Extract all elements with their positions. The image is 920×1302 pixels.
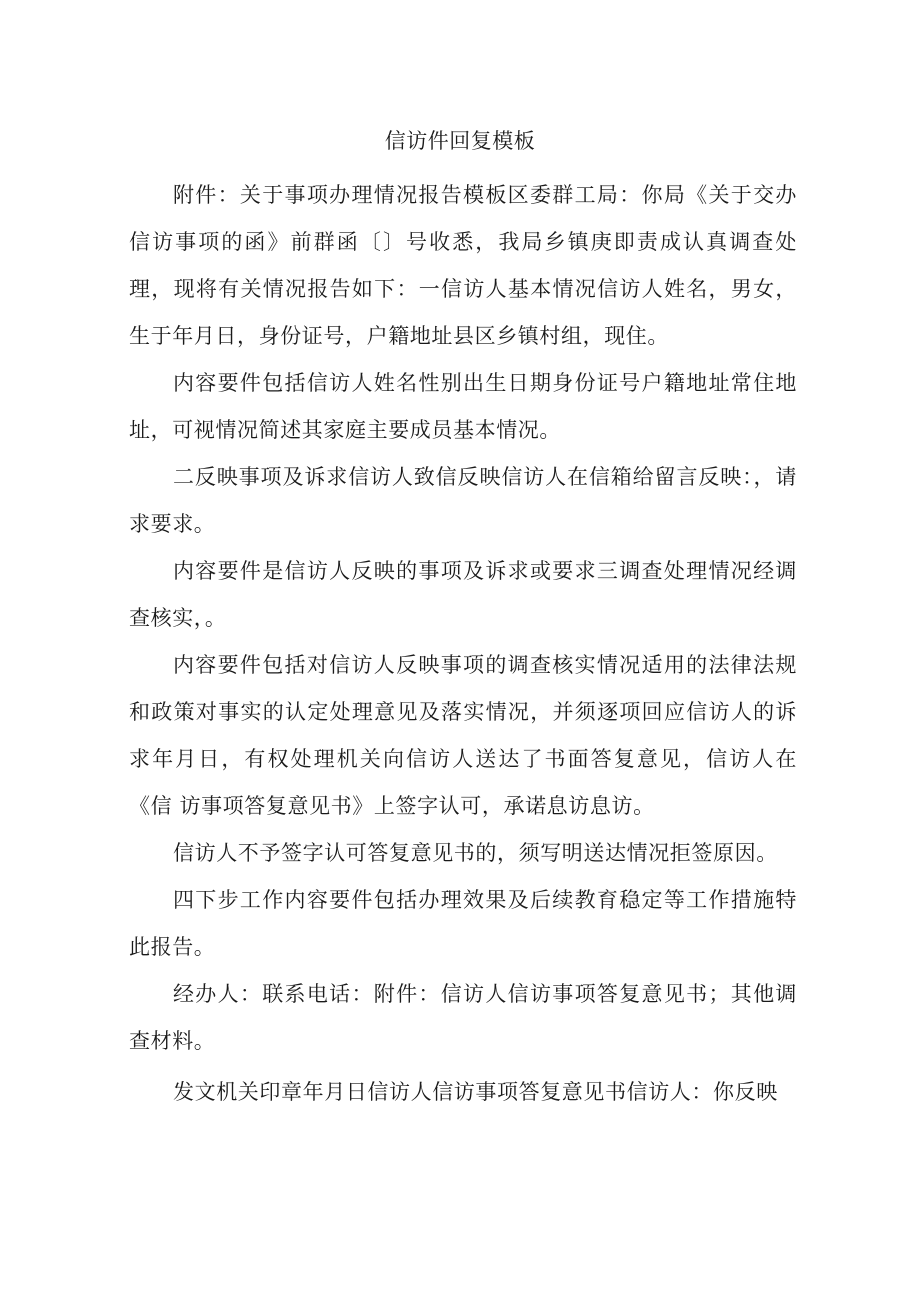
document-body [129, 172, 797, 1116]
paragraph-handling-requirements: 内容要件包括对信访人反映事项的调查核实情况适用的法律法规和政策对事实的认定处理意见及落实情况，并须逐项回应信访人的诉求年月日，有权处理机关向信访人送达了书面答复意见，信访人在《信 访事项答复意见书》上签字认可，承诺息访息访。 [129, 653, 797, 818]
paragraph-handler-contact: 经办人：联系电话：附件：信访人信访事项答复意见书；其他调查材料。 [129, 982, 797, 1053]
paragraph-attachment-intro: 附件：关于事项办理情况报告模板区委群工局：你局《关于交办信访事项的函》前群函〔〕号收悉，我局乡镇庚即责成认真调查处理，现将有关情况报告如下：一信访人基本情况信访人姓名，男女，生于年月日，身份证号，户籍地址县区乡镇村组，现住。 [129, 183, 797, 348]
document-title: 信访件回复模板 [384, 129, 536, 153]
paragraph-reported-matters: 二反映事项及诉求信访人致信反映信访人在信箱给留言反映：，请求要求。 [129, 465, 797, 536]
paragraph-issuing-authority: 发文机关印章年月日信访人信访事项答复意见书信访人：你反映 [173, 1080, 778, 1104]
paragraph-next-steps: 四下步工作内容要件包括办理效果及后续教育稳定等工作措施特此报告。 [129, 888, 797, 959]
paragraph-basic-info-requirements: 内容要件包括信访人姓名性别出生日期身份证号户籍地址常住地址，可视情况简述其家庭主要成员基本情况。 [129, 371, 797, 442]
paragraph-matters-requirements: 内容要件是信访人反映的事项及诉求或要求三调查处理情况经调查核实，。 [129, 559, 797, 630]
paragraph-refusal-note: 信访人不予签字认可答复意见书的，须写明送达情况拒签原因。 [173, 841, 778, 865]
